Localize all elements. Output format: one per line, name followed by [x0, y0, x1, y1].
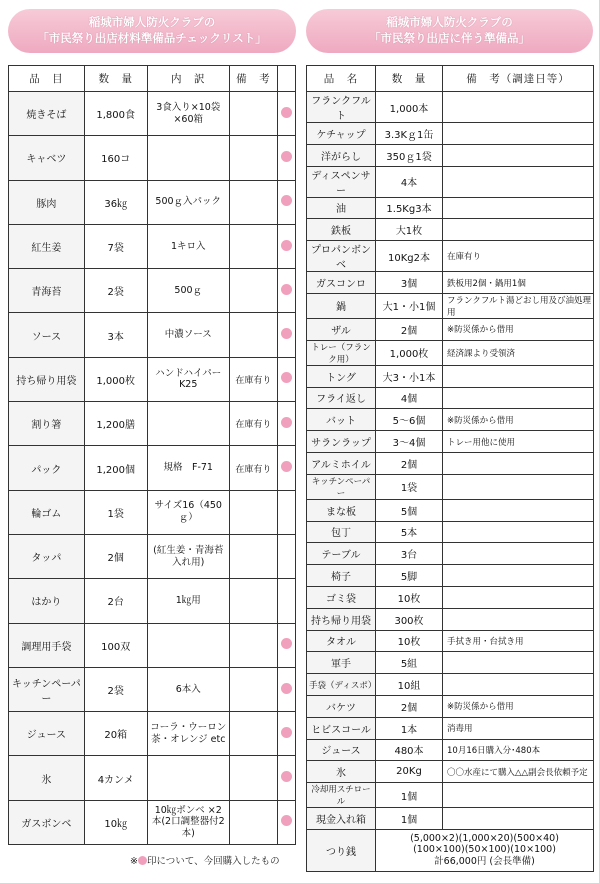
right-item-qty: 1本: [376, 717, 443, 739]
right-item-note: ※防災係から借用: [443, 318, 594, 340]
left-item-mark: [278, 800, 296, 844]
left-item-detail: ハンドハイパーK25: [147, 357, 229, 401]
right-table-row: [307, 272, 594, 294]
left-item-qty: 7袋: [84, 224, 147, 268]
left-checklist-table: [8, 65, 296, 845]
right-table-row: [307, 695, 594, 717]
left-item-qty: 2個: [84, 534, 147, 578]
right-item-name: トング: [307, 365, 376, 387]
right-item-note: [443, 543, 594, 565]
right-item-qty: 480本: [376, 739, 443, 761]
left-item-qty: 36㎏: [84, 180, 147, 224]
left-item-note: [229, 490, 277, 534]
left-item-mark: [278, 579, 296, 623]
right-item-name: ヒビスコール: [307, 717, 376, 739]
right-item-qty: 1,000本: [376, 92, 443, 123]
left-header-qty: 数 量: [84, 66, 147, 92]
left-item-qty: 2袋: [84, 667, 147, 711]
left-item-mark: [278, 224, 296, 268]
right-item-name: フライ返し: [307, 387, 376, 409]
left-item-mark: [278, 92, 296, 136]
right-table-row: [307, 808, 594, 830]
right-item-name: バケツ: [307, 695, 376, 717]
right-item-name: 持ち帰り用袋: [307, 608, 376, 630]
left-header-row: [9, 66, 296, 92]
right-item-qty: 4個: [376, 387, 443, 409]
right-item-name: ケチャップ: [307, 123, 376, 145]
left-item-note: [229, 224, 277, 268]
pink-dot-icon: [281, 683, 292, 694]
right-header-item: 品 名: [307, 66, 376, 92]
left-item-name: キッチンペーパー: [9, 667, 85, 711]
right-table-row: [307, 365, 594, 387]
right-item-name: ジュース: [307, 739, 376, 761]
right-item-name: フランクフルト: [307, 92, 376, 123]
left-item-note: [229, 667, 277, 711]
left-item-qty: 100双: [84, 623, 147, 667]
footnote: [130, 853, 280, 867]
footnote-prefix: ※: [130, 856, 138, 867]
right-item-name: 鉄板: [307, 219, 376, 241]
right-title-line2: 「市民祭り出店に伴う準備品」: [369, 31, 530, 45]
left-item-detail: 500ｇ: [147, 269, 229, 313]
right-table-row: [307, 409, 594, 431]
right-item-note: [443, 144, 594, 166]
right-table-row: [307, 783, 594, 808]
left-item-note: [229, 313, 277, 357]
left-item-name: 持ち帰り用袋: [9, 357, 85, 401]
left-item-qty: 1,000枚: [84, 357, 147, 401]
left-item-note: [229, 712, 277, 756]
right-item-name: ガスコンロ: [307, 272, 376, 294]
left-item-detail: 6本入: [147, 667, 229, 711]
left-item-name: 割り箸: [9, 402, 85, 446]
right-item-qty: 大3・小1本: [376, 365, 443, 387]
left-item-detail: [147, 136, 229, 180]
left-item-detail: 10㎏ボンベ ×2 本(2口調整器付2本): [147, 800, 229, 844]
right-table-row: [307, 652, 594, 674]
right-item-qty: 20Kg: [376, 761, 443, 783]
right-table-row: [307, 144, 594, 166]
change-breakdown: [376, 829, 594, 871]
left-table-row: [9, 756, 296, 800]
right-item-qty: 300枚: [376, 608, 443, 630]
left-item-name: ジュース: [9, 712, 85, 756]
right-title-banner: [306, 9, 593, 53]
left-item-detail: [147, 756, 229, 800]
left-item-detail: コーラ・ウーロン茶・オレンジ etc: [147, 712, 229, 756]
left-item-qty: 3本: [84, 313, 147, 357]
left-item-name: 青海苔: [9, 269, 85, 313]
left-item-detail: 1㎏用: [147, 579, 229, 623]
right-item-name: キッチンペーパー: [307, 474, 376, 499]
right-item-note: [443, 452, 594, 474]
pink-dot-icon: [281, 107, 292, 118]
right-table-row: [307, 293, 594, 318]
left-table-row: [9, 712, 296, 756]
right-item-note: フランクフルト湯どおし用及び油処理用: [443, 293, 594, 318]
pink-dot-icon: [138, 856, 147, 865]
right-item-note: 在庫有り: [443, 241, 594, 272]
left-item-mark: [278, 402, 296, 446]
left-item-note: [229, 269, 277, 313]
left-item-qty: 1,200個: [84, 446, 147, 490]
left-item-note: [229, 534, 277, 578]
right-item-note: 鉄板用2個・鍋用1個: [443, 272, 594, 294]
right-table-row: [307, 387, 594, 409]
left-item-mark: [278, 712, 296, 756]
right-item-name: まな板: [307, 499, 376, 521]
left-title-banner: [8, 9, 296, 53]
left-item-mark: [278, 534, 296, 578]
footnote-text: 印について、今回購入したもの: [146, 856, 280, 867]
left-item-note: [229, 180, 277, 224]
left-item-detail: サイズ16（450ｇ）: [147, 490, 229, 534]
left-item-note: 在庫有り: [229, 357, 277, 401]
left-item-name: 紅生姜: [9, 224, 85, 268]
change-line1: (5,000×2)(1,000×20)(500×40): [410, 832, 559, 844]
right-item-note: [443, 565, 594, 587]
right-item-note: [443, 123, 594, 145]
change-line3: 計66,000円 (会長準備): [434, 856, 535, 868]
right-item-note: [443, 652, 594, 674]
left-item-mark: [278, 623, 296, 667]
right-item-qty: 大1・小1個: [376, 293, 443, 318]
right-item-qty: 350ｇ1袋: [376, 144, 443, 166]
left-table-row: [9, 800, 296, 844]
right-item-note: [443, 674, 594, 696]
left-item-mark: [278, 180, 296, 224]
left-item-detail: [147, 623, 229, 667]
left-item-name: キャベツ: [9, 136, 85, 180]
pink-dot-icon: [281, 195, 292, 206]
right-table-row: [307, 166, 594, 197]
right-item-note: [443, 608, 594, 630]
left-item-detail: (紅生姜・青海苔入れ用): [147, 534, 229, 578]
left-checklist-panel: [8, 9, 296, 845]
right-item-qty: 5脚: [376, 565, 443, 587]
left-header-mark: [278, 66, 296, 92]
left-item-name: 豚肉: [9, 180, 85, 224]
left-header-detail: 内 訳: [147, 66, 229, 92]
left-item-detail: 1キロ入: [147, 224, 229, 268]
left-table-row: [9, 136, 296, 180]
right-item-note: [443, 92, 594, 123]
left-item-detail: 500ｇ入パック: [147, 180, 229, 224]
right-item-note: 10月16日購入分･480本: [443, 739, 594, 761]
right-table-row: [307, 761, 594, 783]
right-table-row: [307, 241, 594, 272]
right-item-name: 椅子: [307, 565, 376, 587]
right-table-row: [307, 674, 594, 696]
right-table-row: [307, 452, 594, 474]
left-item-note: 在庫有り: [229, 446, 277, 490]
right-item-name: ディスペンサー: [307, 166, 376, 197]
right-table-row: [307, 197, 594, 219]
left-item-qty: 1袋: [84, 490, 147, 534]
left-title-line2: 「市民祭り出店材料準備品チェックリスト」: [37, 31, 267, 45]
right-item-name: 鍋: [307, 293, 376, 318]
right-item-qty: 3.3Kｇ1缶: [376, 123, 443, 145]
right-header-row: [307, 66, 594, 92]
right-item-qty: 1.5Kg3本: [376, 197, 443, 219]
left-item-mark: [278, 269, 296, 313]
left-item-note: [229, 136, 277, 180]
right-table-row: [307, 318, 594, 340]
right-supplies-table: [306, 65, 594, 872]
change-item: つり銭: [307, 829, 376, 871]
right-table-row: [307, 431, 594, 453]
right-item-note: [443, 783, 594, 808]
right-table-row: [307, 608, 594, 630]
right-item-name: 氷: [307, 761, 376, 783]
right-table-row: [307, 219, 594, 241]
left-table-row: [9, 269, 296, 313]
right-item-qty: 2個: [376, 695, 443, 717]
right-item-name: トレー（フランク用）: [307, 340, 376, 365]
left-item-mark: [278, 490, 296, 534]
right-item-name: プロパンボンベ: [307, 241, 376, 272]
pink-dot-icon: [281, 151, 292, 162]
left-table-row: [9, 313, 296, 357]
left-item-detail: 規格 F-71: [147, 446, 229, 490]
right-item-qty: 10組: [376, 674, 443, 696]
left-item-note: [229, 579, 277, 623]
left-table-row: [9, 402, 296, 446]
left-item-name: 輪ゴム: [9, 490, 85, 534]
right-item-note: [443, 474, 594, 499]
left-item-mark: [278, 667, 296, 711]
right-item-note: トレー用他に使用: [443, 431, 594, 453]
left-item-detail: 中濃ソース: [147, 313, 229, 357]
left-table-row: [9, 667, 296, 711]
left-item-note: 在庫有り: [229, 402, 277, 446]
change-row: [307, 829, 594, 871]
pink-dot-icon: [281, 771, 292, 782]
pink-dot-icon: [281, 727, 292, 738]
right-item-qty: 5～6個: [376, 409, 443, 431]
right-item-note: 手拭き用・台拭き用: [443, 630, 594, 652]
left-item-mark: [278, 357, 296, 401]
right-item-name: テーブル: [307, 543, 376, 565]
right-item-note: [443, 586, 594, 608]
right-table-row: [307, 565, 594, 587]
right-item-qty: 2個: [376, 318, 443, 340]
right-header-note: 備 考（調達日等）: [443, 66, 594, 92]
left-item-note: [229, 623, 277, 667]
right-item-note: [443, 219, 594, 241]
right-item-qty: 5本: [376, 521, 443, 543]
left-item-detail: 3食入り×10袋×60箱: [147, 92, 229, 136]
right-item-name: ゴミ袋: [307, 586, 376, 608]
right-item-qty: 5個: [376, 499, 443, 521]
right-item-name: 包丁: [307, 521, 376, 543]
right-item-name: 洋がらし: [307, 144, 376, 166]
right-table-row: [307, 499, 594, 521]
right-item-qty: 大1枚: [376, 219, 443, 241]
right-table-row: [307, 586, 594, 608]
right-item-qty: 5組: [376, 652, 443, 674]
left-item-qty: 2袋: [84, 269, 147, 313]
left-table-row: [9, 623, 296, 667]
right-table-row: [307, 543, 594, 565]
right-title-line1: 稲城市婦人防火クラブの: [386, 15, 513, 30]
right-table-row: [307, 717, 594, 739]
right-item-note: [443, 365, 594, 387]
right-table-row: [307, 739, 594, 761]
left-item-detail: [147, 402, 229, 446]
left-item-qty: 160コ: [84, 136, 147, 180]
right-item-qty: 1袋: [376, 474, 443, 499]
right-item-note: [443, 499, 594, 521]
right-table-row: [307, 92, 594, 123]
left-item-name: 氷: [9, 756, 85, 800]
left-table-row: [9, 224, 296, 268]
right-item-name: サランラップ: [307, 431, 376, 453]
right-item-qty: 10Kg2本: [376, 241, 443, 272]
left-item-qty: 1,800食: [84, 92, 147, 136]
left-item-name: ガスボンベ: [9, 800, 85, 844]
left-title-line1: 稲城市婦人防火クラブの: [88, 15, 216, 30]
right-item-qty: 1個: [376, 783, 443, 808]
right-item-note: [443, 808, 594, 830]
right-item-name: 現金入れ箱: [307, 808, 376, 830]
left-item-qty: 4カンメ: [84, 756, 147, 800]
left-item-name: はかり: [9, 579, 85, 623]
right-item-qty: 4本: [376, 166, 443, 197]
left-item-name: ソース: [9, 313, 85, 357]
pink-dot-icon: [281, 372, 292, 383]
left-item-qty: 2台: [84, 579, 147, 623]
right-table-body: [307, 92, 594, 830]
right-item-note: [443, 521, 594, 543]
pink-dot-icon: [281, 815, 292, 826]
right-item-qty: 3～4個: [376, 431, 443, 453]
right-item-note: 経済課より受領済: [443, 340, 594, 365]
left-item-mark: [278, 136, 296, 180]
left-item-name: タッパ: [9, 534, 85, 578]
right-item-note: ※防災係から借用: [443, 409, 594, 431]
right-item-name: アルミホイル: [307, 452, 376, 474]
right-item-name: タオル: [307, 630, 376, 652]
pink-dot-icon: [281, 328, 292, 339]
pink-dot-icon: [281, 284, 292, 295]
left-item-mark: [278, 313, 296, 357]
right-item-note: 消毒用: [443, 717, 594, 739]
right-item-name: 軍手: [307, 652, 376, 674]
right-item-note: [443, 197, 594, 219]
right-table-row: [307, 123, 594, 145]
right-item-name: 冷却用スチロール: [307, 783, 376, 808]
right-table-row: [307, 340, 594, 365]
left-item-mark: [278, 756, 296, 800]
right-item-qty: 2個: [376, 452, 443, 474]
left-table-row: [9, 579, 296, 623]
left-item-note: [229, 92, 277, 136]
left-item-note: [229, 800, 277, 844]
pink-dot-icon: [281, 240, 292, 251]
right-table-row: [307, 521, 594, 543]
left-item-mark: [278, 446, 296, 490]
right-item-note: 〇〇水産にて購入△△副会長依頼予定: [443, 761, 594, 783]
left-item-qty: 1,200膳: [84, 402, 147, 446]
pink-dot-icon: [281, 638, 292, 649]
pink-dot-icon: [281, 461, 292, 472]
right-supplies-panel: [306, 9, 593, 872]
right-item-name: 油: [307, 197, 376, 219]
right-item-name: 手袋（ディスポ）: [307, 674, 376, 696]
right-item-qty: 10枚: [376, 630, 443, 652]
right-table-row: [307, 474, 594, 499]
right-item-qty: 3個: [376, 272, 443, 294]
right-item-note: ※防災係から借用: [443, 695, 594, 717]
left-item-name: 調理用手袋: [9, 623, 85, 667]
left-item-qty: 10㎏: [84, 800, 147, 844]
right-item-qty: 1,000枚: [376, 340, 443, 365]
right-item-qty: 10枚: [376, 586, 443, 608]
left-table-body: [9, 92, 296, 845]
left-table-row: [9, 180, 296, 224]
left-table-row: [9, 446, 296, 490]
right-item-name: バット: [307, 409, 376, 431]
left-header-note: 備 考: [229, 66, 277, 92]
left-header-item: 品 目: [9, 66, 85, 92]
right-item-qty: 3台: [376, 543, 443, 565]
right-item-note: [443, 387, 594, 409]
right-header-qty: 数 量: [376, 66, 443, 92]
change-line2: (100×100)(50×100)(10×100): [413, 844, 556, 856]
left-table-row: [9, 534, 296, 578]
left-item-note: [229, 756, 277, 800]
right-item-name: ザル: [307, 318, 376, 340]
left-item-qty: 20箱: [84, 712, 147, 756]
right-item-qty: 1個: [376, 808, 443, 830]
left-table-row: [9, 357, 296, 401]
pink-dot-icon: [281, 417, 292, 428]
right-table-row: [307, 630, 594, 652]
left-item-name: 焼きそば: [9, 92, 85, 136]
left-item-name: パック: [9, 446, 85, 490]
left-table-row: [9, 490, 296, 534]
right-item-note: [443, 166, 594, 197]
left-table-row: [9, 92, 296, 136]
